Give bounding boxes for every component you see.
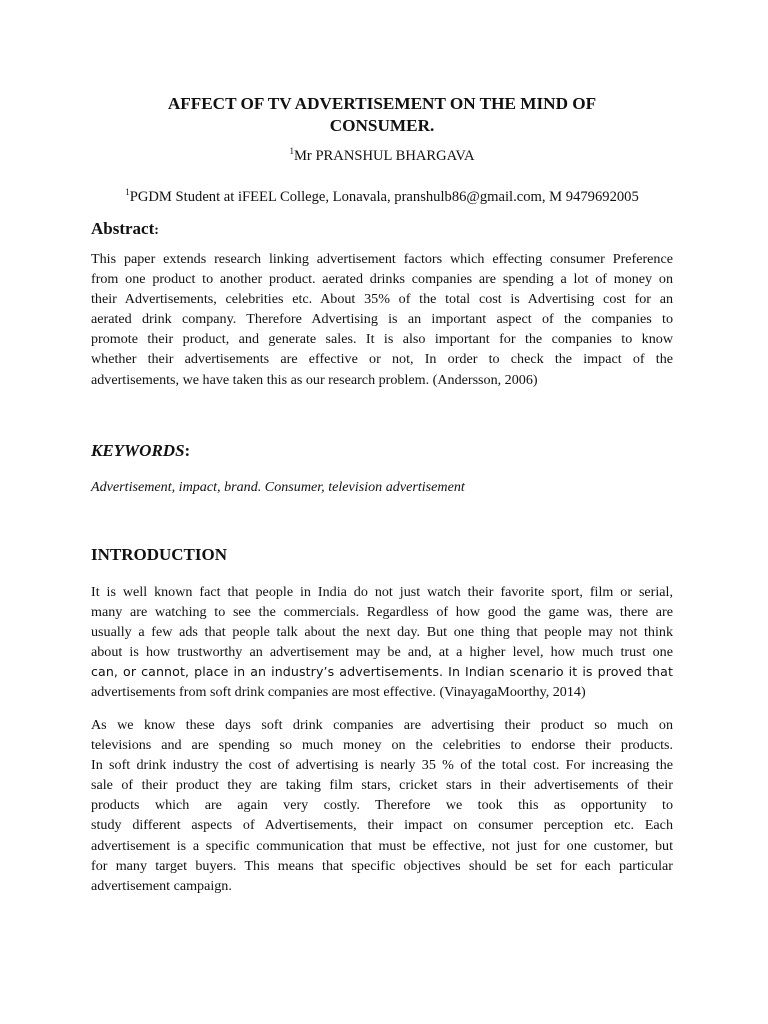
abstract-line: whether their advertisements are effective or not, In order to check the impact of the <box>91 351 673 368</box>
intro-p2-line: products which are again very costly. Therefore we took this as opportunity to <box>91 797 673 814</box>
intro-p1-line: advertisements from soft drink companies are most effective. (VinayagaMoorthy, 2014) <box>91 684 586 701</box>
intro-p2-line: televisions and are spending so much money on the celebrities to endorse their products. <box>91 737 673 754</box>
introduction-heading: INTRODUCTION <box>91 545 228 564</box>
abstract-line: advertisements, we have taken this as our research problem. (Andersson, 2006) <box>91 371 538 388</box>
intro-p1-line: usually a few ads that people talk about the next day. But one thing that people may not think <box>91 624 673 641</box>
author-name: Mr PRANSHUL BHARGAVA <box>293 148 475 164</box>
abstract-heading <box>91 218 159 242</box>
affiliation-line <box>91 187 673 207</box>
abstract-heading-colon: : <box>154 223 159 238</box>
abstract-line: aerated drink company. Therefore Advertising is an important aspect of the companies to <box>91 311 673 328</box>
intro-p1-line: It is well known fact that people in India do not just watch their favorite sport, film or serial, <box>91 584 673 600</box>
author-superscript: 1 <box>289 146 294 156</box>
affiliation-superscript: 1 <box>125 187 130 197</box>
intro-p2-line: sale of their product they are taking film stars, cricket stars in their advertisements of their <box>91 777 673 794</box>
intro-p2-line: advertisement is a specific communication that must be effective, not just for one customer, but <box>91 837 673 854</box>
abstract-line: their Advertisements, celebrities etc. About 35% of the total cost is Advertising cost for an <box>91 291 673 308</box>
introduction-paragraph-1 <box>91 582 673 703</box>
intro-p2-line: As we know these days soft drink companies are advertising their product so much on <box>91 717 673 733</box>
author-line <box>91 146 673 166</box>
introduction-paragraph-2 <box>91 715 673 896</box>
abstract-line: promote their product, and generate sales. It is also important for the companies to know <box>91 331 673 348</box>
abstract-line: from one product to another product. aerated drinks companies are spending a lot of money on <box>91 271 673 288</box>
intro-p2-line: In soft drink industry the cost of advertising is nearly 35 % of the total cost. For increasing the <box>91 757 673 774</box>
intro-p1-line: can, or cannot, place in an industry’s advertisements. In Indian scenario it is proved that <box>91 664 673 680</box>
affiliation-text: PGDM Student at iFEEL College, Lonavala, pranshulb86@gmail.com, M 9479692005 <box>129 189 639 205</box>
intro-p2-line: for many target buyers. This means that specific objectives should be set for each particular <box>91 857 673 874</box>
keywords-heading-colon: : <box>184 441 191 460</box>
title-line-1: AFFECT OF TV ADVERTISEMENT ON THE MIND OF <box>167 94 597 113</box>
intro-p2-line: study different aspects of Advertisements, their impact on consumer perception etc. Each <box>91 817 673 834</box>
keywords-text: Advertisement, impact, brand. Consumer, television advertisement <box>91 479 465 495</box>
intro-p1-line: about is how trustworthy an advertisement may be and, at a higher level, how much trust one <box>91 644 673 661</box>
abstract-heading-text: Abstract <box>91 219 155 238</box>
title-line-2: CONSUMER. <box>329 116 435 135</box>
keywords-heading <box>91 440 190 462</box>
intro-p1-line: many are watching to see the commercials. Regardless of how good the game was, there are <box>91 604 673 621</box>
abstract-line: This paper extends research linking advertisement factors which effecting consumer Preference <box>91 251 673 267</box>
keywords-heading-text: KEYWORDS <box>91 441 185 460</box>
abstract-paragraph <box>91 249 673 390</box>
intro-p2-line: advertisement campaign. <box>91 877 232 894</box>
paper-title <box>91 93 673 137</box>
